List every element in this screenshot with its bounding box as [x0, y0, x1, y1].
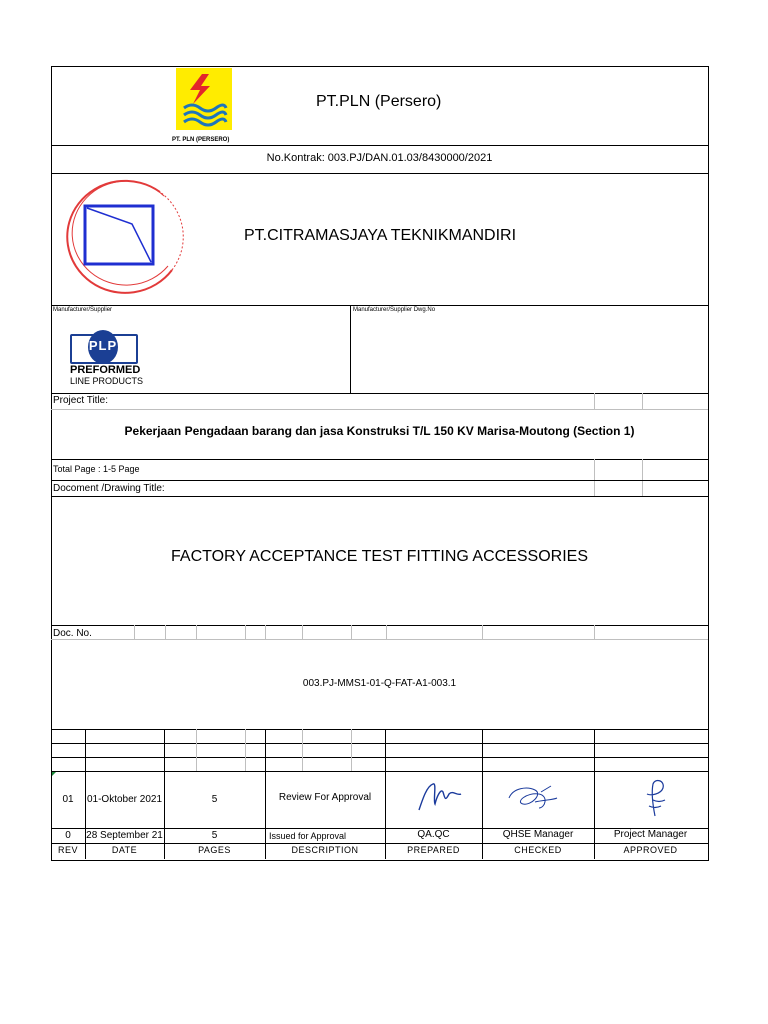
- header-checked: CHECKED: [514, 845, 562, 855]
- preformed-logo-line2: LINE PRODUCTS: [70, 376, 144, 386]
- doc-no-label: Doc. No.: [53, 628, 92, 639]
- grid-line: [642, 459, 643, 496]
- contract-number: No.Kontrak: 003.PJ/DAN.01.03/8430000/2021: [266, 152, 493, 164]
- row-divider: [51, 729, 708, 730]
- supplier-dwg-label: Manufacturer/Supplier Dwg.No: [353, 307, 436, 313]
- grid-line: [196, 625, 197, 639]
- row-divider: [51, 843, 708, 844]
- project-title-label: Project Title:: [53, 395, 109, 406]
- grid-line: [302, 729, 303, 771]
- cell-marker: [52, 772, 56, 776]
- header-approved: APPROVED: [623, 845, 678, 855]
- col-divider: [350, 305, 351, 393]
- rev-01-pages: 5: [211, 794, 218, 805]
- header-pages: PAGES: [198, 845, 231, 855]
- rev-0-pages: 5: [211, 830, 218, 841]
- pln-logo-caption: PT. PLN (PERSERO): [172, 137, 230, 143]
- project-title: Pekerjaan Pengadaan barang dan jasa Konstruksi T/L 150 KV Marisa-Moutong (Section 1): [124, 424, 635, 438]
- signature-icon: [415, 776, 467, 816]
- grid-line: [165, 625, 166, 639]
- rev-01-description: Review For Approval: [278, 792, 372, 803]
- grid-line: [196, 729, 197, 771]
- grid-line: [482, 625, 483, 639]
- grid-line: [51, 639, 708, 640]
- row-divider: [51, 771, 708, 772]
- row-divider: [51, 757, 708, 758]
- row-divider: [51, 625, 708, 626]
- row-divider: [51, 393, 708, 394]
- signature-icon: [635, 776, 675, 820]
- rev-0-checked: QHSE Manager: [502, 829, 574, 840]
- preformed-logo-line1: PREFORMED: [70, 364, 141, 376]
- grid-line: [302, 625, 303, 639]
- grid-line: [642, 393, 643, 409]
- contractor-name: PT.CITRAMASJAYA TEKNIKMANDIRI: [244, 227, 517, 244]
- row-divider: [51, 496, 708, 497]
- header-date: DATE: [111, 845, 138, 855]
- pln-logo-icon: [176, 68, 232, 138]
- rev-0-number: 0: [65, 830, 71, 841]
- grid-line: [134, 625, 135, 639]
- row-divider: [51, 459, 708, 460]
- total-page: Total Page : 1-5 Page: [53, 464, 140, 474]
- grid-line: [245, 729, 246, 771]
- grid-line: [245, 625, 246, 639]
- signature-icon: [505, 780, 565, 814]
- rev-0-description: Issued for Approval: [269, 831, 347, 841]
- grid-line: [594, 459, 595, 496]
- owner-name: PT.PLN (Persero): [316, 93, 442, 110]
- drawing-title: FACTORY ACCEPTANCE TEST FITTING ACCESSORIES: [171, 548, 588, 565]
- rev-0-prepared: QA.QC: [417, 829, 450, 840]
- row-divider: [51, 145, 708, 146]
- grid-line: [351, 729, 352, 771]
- rev-01-date: 01-Oktober 2021: [86, 794, 163, 805]
- row-divider: [51, 480, 708, 481]
- doc-number: 003.PJ-MMS1-01-Q-FAT-A1-003.1: [302, 678, 457, 689]
- row-divider: [51, 173, 708, 174]
- rev-01-number: 01: [62, 794, 74, 805]
- rev-0-date: 28 September 21: [86, 830, 163, 841]
- grid-line: [594, 393, 595, 409]
- grid-line: [51, 409, 708, 410]
- grid-line: [386, 625, 387, 639]
- grid-line: [594, 625, 595, 639]
- preformed-logo-icon: [66, 330, 156, 388]
- drawing-title-label: Docoment /Drawing Title:: [53, 483, 165, 494]
- header-description: DESCRIPTION: [291, 845, 359, 855]
- row-divider: [51, 743, 708, 744]
- header-prepared: PREPARED: [407, 845, 460, 855]
- citramasjaya-logo-icon: [60, 178, 186, 300]
- grid-line: [265, 625, 266, 639]
- preformed-logo-letters: PLP: [88, 338, 118, 353]
- header-rev: REV: [57, 845, 78, 855]
- manufacturer-label: Manufacturer/Supplier: [53, 307, 113, 313]
- row-divider: [51, 305, 708, 306]
- grid-line: [351, 625, 352, 639]
- rev-0-approved: Project Manager: [613, 829, 688, 840]
